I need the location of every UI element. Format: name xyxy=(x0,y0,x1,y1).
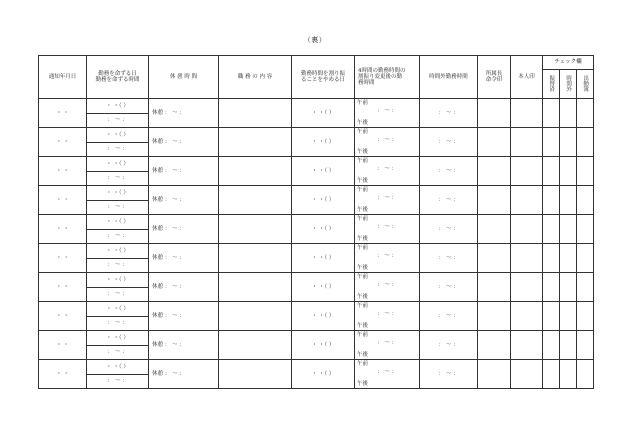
header-check-column: チェック欄 xyxy=(543,56,594,70)
self-seal-cell[interactable] xyxy=(511,186,543,215)
four-hour-cell[interactable] xyxy=(355,128,420,157)
notice-date-cell[interactable]: ・ ・ xyxy=(39,360,87,389)
header-four-hour: 4時間の勤務時間の 割振り変更後の勤 務時間 xyxy=(355,56,420,99)
pm-label: 午後 xyxy=(357,235,369,242)
header-notice-date: 通知年月日 xyxy=(39,56,87,99)
check-transferred-cell[interactable] xyxy=(543,302,560,331)
check-transferred-cell[interactable] xyxy=(543,273,560,302)
order-time: ： 〜 ： xyxy=(107,116,128,123)
am-label: 午前 xyxy=(357,216,369,222)
four-hour-cell[interactable] xyxy=(355,273,420,302)
overtime-cell[interactable]: ： 〜 ： xyxy=(420,128,478,157)
break-time-cell[interactable]: 休憩 ： 〜 ： xyxy=(149,128,219,157)
work-content-cell[interactable] xyxy=(219,360,292,389)
check-overtime-cell[interactable] xyxy=(560,360,577,389)
break-time-cell[interactable]: 休憩 ： 〜 ： xyxy=(149,331,219,360)
check-transferred-cell[interactable] xyxy=(543,360,560,389)
pm-label: 午後 xyxy=(357,177,369,184)
order-work-cell[interactable] xyxy=(87,331,149,360)
order-work-cell[interactable] xyxy=(87,360,149,389)
self-seal-cell[interactable] xyxy=(511,128,543,157)
pm-label: 午後 xyxy=(357,148,369,155)
work-content-cell[interactable] xyxy=(219,186,292,215)
check-transferred-cell[interactable] xyxy=(543,215,560,244)
manager-seal-cell[interactable] xyxy=(478,186,511,215)
am-label: 午前 xyxy=(357,303,369,309)
header-self-seal: 本人印 xyxy=(511,56,543,99)
break-time-cell[interactable]: 休憩 ： 〜 ： xyxy=(149,99,219,128)
check-transferred-cell[interactable] xyxy=(543,128,560,157)
pm-label: 午後 xyxy=(357,206,369,213)
four-hour-time: ： 〜 ： xyxy=(377,369,397,375)
break-time-cell[interactable]: 休憩 ： 〜 ： xyxy=(149,186,219,215)
manager-seal-cell[interactable] xyxy=(478,157,511,186)
notice-date-cell[interactable]: ・ ・ xyxy=(39,99,87,128)
manager-seal-cell[interactable] xyxy=(478,128,511,157)
reallocation-cell[interactable]: ・ ・（ ） xyxy=(292,360,355,389)
self-seal-cell[interactable] xyxy=(511,99,543,128)
header-check-attendance: 出勤簿 xyxy=(582,74,589,92)
am-label: 午前 xyxy=(357,158,369,164)
overtime-cell[interactable]: ： 〜 ： xyxy=(420,331,478,360)
manager-seal-cell[interactable] xyxy=(478,273,511,302)
check-attendance-cell[interactable] xyxy=(577,186,594,215)
order-date: ・ ・（ ） xyxy=(87,157,148,172)
check-overtime-cell[interactable] xyxy=(560,157,577,186)
order-date: ・ ・（ ） xyxy=(87,331,148,346)
check-attendance-cell[interactable] xyxy=(577,215,594,244)
manager-seal-cell[interactable] xyxy=(478,215,511,244)
order-date: ・ ・（ ） xyxy=(87,244,148,259)
break-time-cell[interactable]: 休憩 ： 〜 ： xyxy=(149,273,219,302)
overtime-cell[interactable]: ： 〜 ： xyxy=(420,302,478,331)
four-hour-cell[interactable] xyxy=(355,157,420,186)
four-hour-time: ： 〜 ： xyxy=(377,253,397,259)
self-seal-cell[interactable] xyxy=(511,157,543,186)
manager-seal-cell[interactable] xyxy=(478,360,511,389)
notice-date-cell[interactable]: ・ ・ xyxy=(39,244,87,273)
header-reallocation: 勤務時間を割り振 ることをやめる日 xyxy=(292,56,355,99)
check-transferred-cell[interactable] xyxy=(543,157,560,186)
check-transferred-cell[interactable] xyxy=(543,99,560,128)
notice-date-cell[interactable]: ・ ・ xyxy=(39,157,87,186)
order-work-cell[interactable] xyxy=(87,273,149,302)
check-overtime-cell[interactable] xyxy=(560,331,577,360)
work-content-cell[interactable] xyxy=(219,244,292,273)
pm-label: 午後 xyxy=(357,351,369,358)
overtime-cell[interactable]: ： 〜 ： xyxy=(420,360,478,389)
order-time: ： 〜 ： xyxy=(107,203,128,210)
four-hour-cell[interactable] xyxy=(355,360,420,389)
check-overtime-cell[interactable] xyxy=(560,273,577,302)
check-overtime-cell[interactable] xyxy=(560,128,577,157)
header-break-time: 休 憩 時 間 xyxy=(149,56,219,99)
four-hour-cell[interactable] xyxy=(355,186,420,215)
pm-label: 午後 xyxy=(357,293,369,300)
order-work-cell[interactable] xyxy=(87,215,149,244)
self-seal-cell[interactable] xyxy=(511,302,543,331)
order-time: ： 〜 ： xyxy=(107,319,128,326)
reallocation-cell[interactable]: ・ ・（ ） xyxy=(292,215,355,244)
four-hour-time: ： 〜 ： xyxy=(377,137,397,143)
overtime-cell[interactable]: ： 〜 ： xyxy=(420,273,478,302)
check-attendance-cell[interactable] xyxy=(577,273,594,302)
break-time-cell[interactable]: 休憩 ： 〜 ： xyxy=(149,360,219,389)
overtime-cell[interactable]: ： 〜 ： xyxy=(420,215,478,244)
break-time-cell[interactable]: 休憩 ： 〜 ： xyxy=(149,215,219,244)
am-label: 午前 xyxy=(357,361,369,367)
work-content-cell[interactable] xyxy=(219,331,292,360)
order-work-cell[interactable] xyxy=(87,186,149,215)
table-row xyxy=(39,244,594,273)
check-attendance-cell[interactable] xyxy=(577,302,594,331)
reallocation-cell[interactable]: ・ ・（ ） xyxy=(292,273,355,302)
check-attendance-cell[interactable] xyxy=(577,128,594,157)
overtime-cell[interactable]: ： 〜 ： xyxy=(420,99,478,128)
table-row xyxy=(39,128,594,157)
order-time: ： 〜 ： xyxy=(107,348,128,355)
four-hour-cell[interactable] xyxy=(355,331,420,360)
order-work-cell[interactable] xyxy=(87,157,149,186)
reallocation-cell[interactable]: ・ ・（ ） xyxy=(292,302,355,331)
check-attendance-cell[interactable] xyxy=(577,244,594,273)
four-hour-cell[interactable] xyxy=(355,244,420,273)
work-content-cell[interactable] xyxy=(219,128,292,157)
check-transferred-cell[interactable] xyxy=(543,186,560,215)
order-work-cell[interactable] xyxy=(87,128,149,157)
self-seal-cell[interactable] xyxy=(511,244,543,273)
header-check-overtime: 時間外 xyxy=(565,74,572,92)
am-label: 午前 xyxy=(357,129,369,135)
pm-label: 午後 xyxy=(357,119,369,126)
four-hour-time: ： 〜 ： xyxy=(377,166,397,172)
reallocation-cell[interactable]: ・ ・（ ） xyxy=(292,128,355,157)
header-overtime: 時間外勤務時間 xyxy=(420,56,478,99)
am-label: 午前 xyxy=(357,274,369,280)
order-time: ： 〜 ： xyxy=(107,290,128,297)
check-overtime-cell[interactable] xyxy=(560,302,577,331)
order-work-cell[interactable] xyxy=(87,302,149,331)
overtime-cell[interactable]: ： 〜 ： xyxy=(420,157,478,186)
header-manager-seal: 所属長 命令印 xyxy=(478,56,511,99)
manager-seal-cell[interactable] xyxy=(478,302,511,331)
work-content-cell[interactable] xyxy=(219,215,292,244)
order-time: ： 〜 ： xyxy=(107,377,128,384)
four-hour-cell[interactable] xyxy=(355,215,420,244)
four-hour-time: ： 〜 ： xyxy=(377,282,397,288)
self-seal-cell[interactable] xyxy=(511,215,543,244)
table-row xyxy=(39,360,594,389)
order-date: ・ ・（ ） xyxy=(87,273,148,288)
order-work-cell[interactable] xyxy=(87,99,149,128)
table-row xyxy=(39,215,594,244)
table-row xyxy=(39,302,594,331)
table-row xyxy=(39,331,594,360)
check-attendance-cell[interactable] xyxy=(577,331,594,360)
am-label: 午前 xyxy=(357,245,369,251)
header-order-work: 勤務を命ずる日 勤務を命ずる時間 xyxy=(87,56,149,99)
check-attendance-cell[interactable] xyxy=(577,99,594,128)
manager-seal-cell[interactable] xyxy=(478,331,511,360)
header-check-transferred: 振替済 xyxy=(548,74,555,92)
check-overtime-cell[interactable] xyxy=(560,186,577,215)
notice-date-cell[interactable]: ・ ・ xyxy=(39,331,87,360)
reallocation-cell[interactable]: ・ ・（ ） xyxy=(292,244,355,273)
four-hour-time: ： 〜 ： xyxy=(377,340,397,346)
order-date: ・ ・（ ） xyxy=(87,360,148,375)
self-seal-cell[interactable] xyxy=(511,360,543,389)
manager-seal-cell[interactable] xyxy=(478,244,511,273)
table-row xyxy=(39,273,594,302)
order-time: ： 〜 ： xyxy=(107,232,128,239)
check-attendance-cell[interactable] xyxy=(577,360,594,389)
table-row xyxy=(39,157,594,186)
four-hour-time: ： 〜 ： xyxy=(377,195,397,201)
reallocation-cell[interactable]: ・ ・（ ） xyxy=(292,99,355,128)
table-row xyxy=(39,99,594,128)
self-seal-cell[interactable] xyxy=(511,331,543,360)
self-seal-cell[interactable] xyxy=(511,273,543,302)
reallocation-cell[interactable]: ・ ・（ ） xyxy=(292,186,355,215)
table-body xyxy=(39,99,594,389)
am-label: 午前 xyxy=(357,100,369,106)
manager-seal-cell[interactable] xyxy=(478,99,511,128)
order-date: ・ ・（ ） xyxy=(87,302,148,317)
four-hour-time: ： 〜 ： xyxy=(377,108,397,114)
notice-date-cell[interactable]: ・ ・ xyxy=(39,302,87,331)
check-transferred-cell[interactable] xyxy=(543,244,560,273)
four-hour-time: ： 〜 ： xyxy=(377,224,397,230)
work-content-cell[interactable] xyxy=(219,273,292,302)
check-overtime-cell[interactable] xyxy=(560,244,577,273)
notice-date-cell[interactable]: ・ ・ xyxy=(39,273,87,302)
break-time-cell[interactable]: 休憩 ： 〜 ： xyxy=(149,157,219,186)
table-row xyxy=(39,186,594,215)
work-content-cell[interactable] xyxy=(219,302,292,331)
am-label: 午前 xyxy=(357,187,369,193)
four-hour-cell[interactable] xyxy=(355,99,420,128)
break-time-cell[interactable]: 休憩 ： 〜 ： xyxy=(149,302,219,331)
notice-date-cell[interactable]: ・ ・ xyxy=(39,186,87,215)
reallocation-cell[interactable]: ・ ・（ ） xyxy=(292,331,355,360)
four-hour-time: ： 〜 ： xyxy=(377,311,397,317)
order-work-cell[interactable] xyxy=(87,244,149,273)
pm-label: 午後 xyxy=(357,380,369,387)
pm-label: 午後 xyxy=(357,264,369,271)
order-time: ： 〜 ： xyxy=(107,174,128,181)
order-date: ・ ・（ ） xyxy=(87,186,148,201)
reallocation-cell[interactable]: ・ ・（ ） xyxy=(292,157,355,186)
work-record-table xyxy=(38,55,594,389)
overtime-cell[interactable]: ： 〜 ： xyxy=(420,186,478,215)
header-work-content: 職 務 の 内 容 xyxy=(219,56,292,99)
notice-date-cell[interactable]: ・ ・ xyxy=(39,215,87,244)
check-transferred-cell[interactable] xyxy=(543,331,560,360)
am-label: 午前 xyxy=(357,332,369,338)
order-time: ： 〜 ： xyxy=(107,145,128,152)
work-content-cell[interactable] xyxy=(219,157,292,186)
check-attendance-cell[interactable] xyxy=(577,157,594,186)
page-title: （裏） xyxy=(303,36,327,44)
order-date: ・ ・（ ） xyxy=(87,128,148,143)
order-time: ： 〜 ： xyxy=(107,261,128,268)
overtime-cell[interactable]: ： 〜 ： xyxy=(420,244,478,273)
check-overtime-cell[interactable] xyxy=(560,99,577,128)
work-content-cell[interactable] xyxy=(219,99,292,128)
order-date: ・ ・（ ） xyxy=(87,99,148,114)
break-time-cell[interactable]: 休憩 ： 〜 ： xyxy=(149,244,219,273)
order-date: ・ ・（ ） xyxy=(87,215,148,230)
pm-label: 午後 xyxy=(357,322,369,329)
four-hour-cell[interactable] xyxy=(355,302,420,331)
notice-date-cell[interactable]: ・ ・ xyxy=(39,128,87,157)
check-overtime-cell[interactable] xyxy=(560,215,577,244)
